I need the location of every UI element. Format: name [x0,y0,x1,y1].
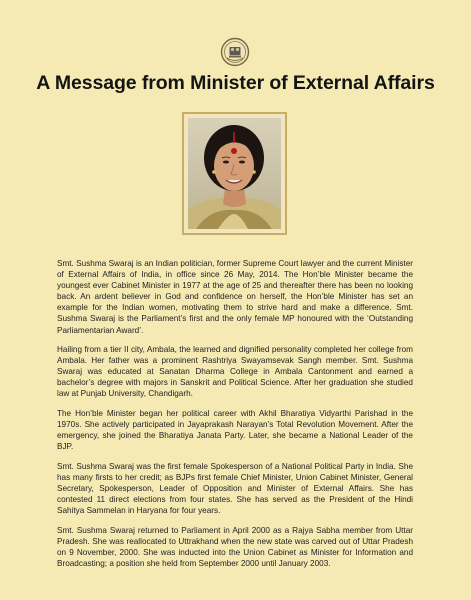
message-paragraph-4: Smt. Sushma Swaraj was the first female Spokesperson of a National Political Party in India. She has many firsts to her credit; as BJPs first female Chief Minister, Union Cabinet Minister, General Secretary, Spokesperson, Leader of Opposition and Minister of External Affairs. She has contested 11 direct elections from four states. She has served as the President of the Hindi Sahitya Sammelan in Haryana for four years. [57,461,413,516]
minister-portrait-photo [182,112,287,235]
message-body [57,258,413,577]
message-paragraph-3: The Hon’ble Minister began her political career with Akhil Bharatiya Vidyarthi Parishad in the 1970s. She actively participated in Jayaprakash Narayan’s Total Revolution Movement. After the emergency, she joined the Bharatiya Janata Party. Later, she became a National Leader of the BJP. [57,408,413,452]
message-paragraph-1: Smt. Sushma Swaraj is an Indian politician, former Supreme Court lawyer and the current Minister of External Affairs of India, in office since 26 May, 2014. The Hon’ble Minister became the youngest ever Cabinet Minister in 1977 at the age of 25 and thereafter there has been no looking back. An ardent believer in God and confidence on herself, the Hon’ble Minister has set an example for the Indian women, motivating them to strive hard and make a difference. Smt. Sushma Swaraj is the Parliament’s first and the only female MP honoured with the ‘Outstanding Parliamentarian Award’. [57,259,413,335]
ministry-emblem-icon [220,37,250,67]
message-paragraph-2: Hailing from a tier II city, Ambala, the learned and dignified personality completed her college from Ambala. Her father was a prominent Rashtriya Swayamsevak Sangh member. Smt. Sushma Swaraj was educated at Sanatan Dharma College in Ambala Cantonment and earned a bachelor’s degree with majors in Sanskrit and Political Science. After her graduation she studied law at Punjab University, Chandigarh. [57,345,413,399]
message-paragraph-5: Smt. Sushma Swaraj returned to Parliament in April 2000 as a Rajya Sabha member from Uttar Pradesh. She was reallocated to Uttrakhand when the new state was carved out of Uttar Pradesh on 9 November, 2000. She was inducted into the Union Cabinet as Minister for Information and Broadcasting; a position she held from September 2000 until January 2003. [57,525,413,568]
emblem-graphic [220,37,250,67]
portrait-graphic [188,118,281,229]
page-title: A Message from Minister of External Affairs [36,72,435,94]
